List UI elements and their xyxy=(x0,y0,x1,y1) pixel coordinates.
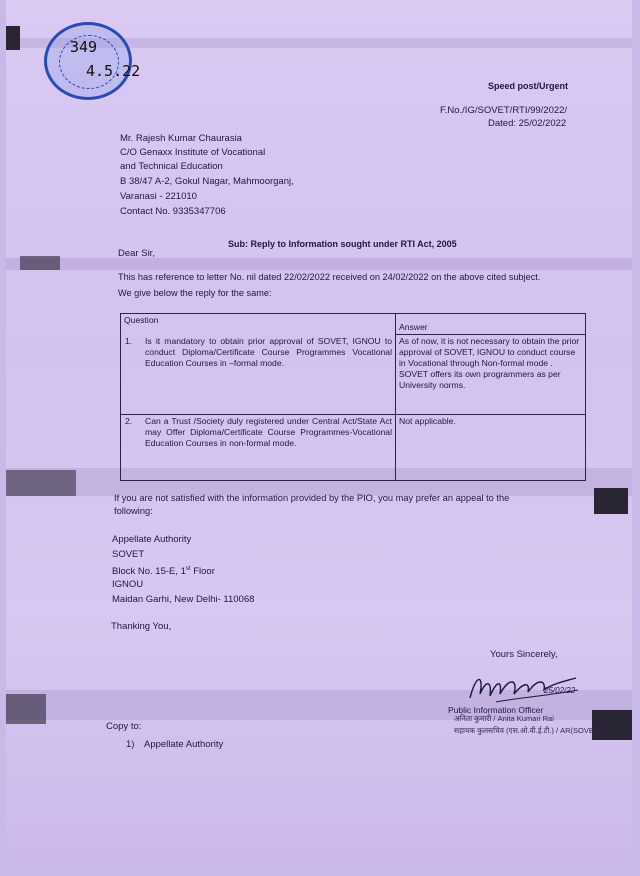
stamp-date: 4.5.22 xyxy=(86,62,141,80)
addressee-line: Varanasi - 221010 xyxy=(120,191,197,202)
answer-cell: As of now, it is not necessary to obtain the prior approval of SOVET, IGNOU to conduct course in Vocational through Non-formal mode . SOVET offers its own programmers as per University norms. xyxy=(396,335,586,415)
appeal-line: If you are not satisfied with the information provided by the PIO, you may prefer an appeal to the xyxy=(114,493,510,503)
dispatch-mode: Speed post/Urgent xyxy=(488,81,569,91)
salutation: Dear Sir, xyxy=(118,248,155,259)
letter-page xyxy=(6,0,632,876)
question-cell xyxy=(121,335,396,415)
authority-line: Appellate Authority xyxy=(112,534,192,545)
header-question: Question xyxy=(121,314,396,335)
copy-item: Appellate Authority xyxy=(144,739,224,750)
copy-to-label: Copy to: xyxy=(106,721,142,732)
copy-item-number: 1) xyxy=(126,739,135,750)
scan-edge-mark xyxy=(6,26,20,50)
question-number: 2. xyxy=(125,416,133,426)
addressee-contact: Contact No. 9335347706 xyxy=(120,206,226,217)
table-row xyxy=(121,335,586,415)
signature-date: 25/02/22 xyxy=(544,686,576,695)
question-number: 1. xyxy=(125,335,133,346)
letter-date: Dated: 25/02/2022 xyxy=(488,118,567,129)
intro-line: This has reference to letter No. nil dated 22/02/2022 received on 24/02/2022 on the above cited subject. xyxy=(118,272,541,282)
scan-edge-mark xyxy=(6,694,46,724)
appeal-line: following: xyxy=(114,506,153,516)
scan-band xyxy=(6,258,632,270)
scan-edge-mark xyxy=(20,256,60,270)
header-answer: Answer xyxy=(396,314,586,335)
question-text: Is it mandatory to obtain prior approval of SOVET, IGNOU to conduct Diploma/Certificate Course Programmes Vocational Education Courses in –formal mode. xyxy=(145,335,392,368)
scan-edge-mark xyxy=(594,488,628,514)
stamp-number: 349 xyxy=(70,38,98,56)
table-row xyxy=(121,415,586,481)
question-cell xyxy=(121,415,396,481)
subject-line: Sub: Reply to Information sought under RTI Act, 2005 xyxy=(228,239,457,249)
answer-cell: Not applicable. xyxy=(396,415,586,481)
authority-line: Maidan Garhi, New Delhi- 110068 xyxy=(112,594,255,605)
receipt-stamp xyxy=(44,22,132,100)
question-text: Can a Trust /Society duly registered under Central Act/State Act may Offer Diploma/Certificate Course Programmes-Vocational Education Courses in non-formal mode. xyxy=(145,416,392,448)
officer-seal-line: अनिता कुमारी / Anita Kumari Rai xyxy=(454,714,554,723)
designation: Public Information Officer xyxy=(448,705,544,715)
addressee-line: and Technical Education xyxy=(120,161,223,172)
authority-line: SOVET xyxy=(112,549,145,560)
authority-line: IGNOU xyxy=(112,579,144,590)
table-header-row xyxy=(121,314,586,335)
file-number: F.No./IG/SOVET/RTI/99/2022/ xyxy=(440,105,568,116)
addressee-line: C/O Genaxx Institute of Vocational xyxy=(120,147,266,158)
addressee-name: Mr. Rajesh Kumar Chaurasia xyxy=(120,133,242,144)
reply-table xyxy=(120,313,586,481)
yours-sincerely: Yours Sincerely, xyxy=(490,649,558,660)
authority-line: Block No. 15-E, 1st Floor xyxy=(112,566,215,578)
thanking-text: Thanking You, xyxy=(111,621,172,632)
intro-line: We give below the reply for the same: xyxy=(118,288,272,298)
scan-edge-mark xyxy=(6,470,76,496)
officer-seal-line: सहायक कुलसचिव (एस.ओ.वी.ई.टी.) / AR(SOVET) xyxy=(454,726,601,735)
addressee-line: B 38/47 A-2, Gokul Nagar, Mahmoorganj, xyxy=(120,176,294,187)
